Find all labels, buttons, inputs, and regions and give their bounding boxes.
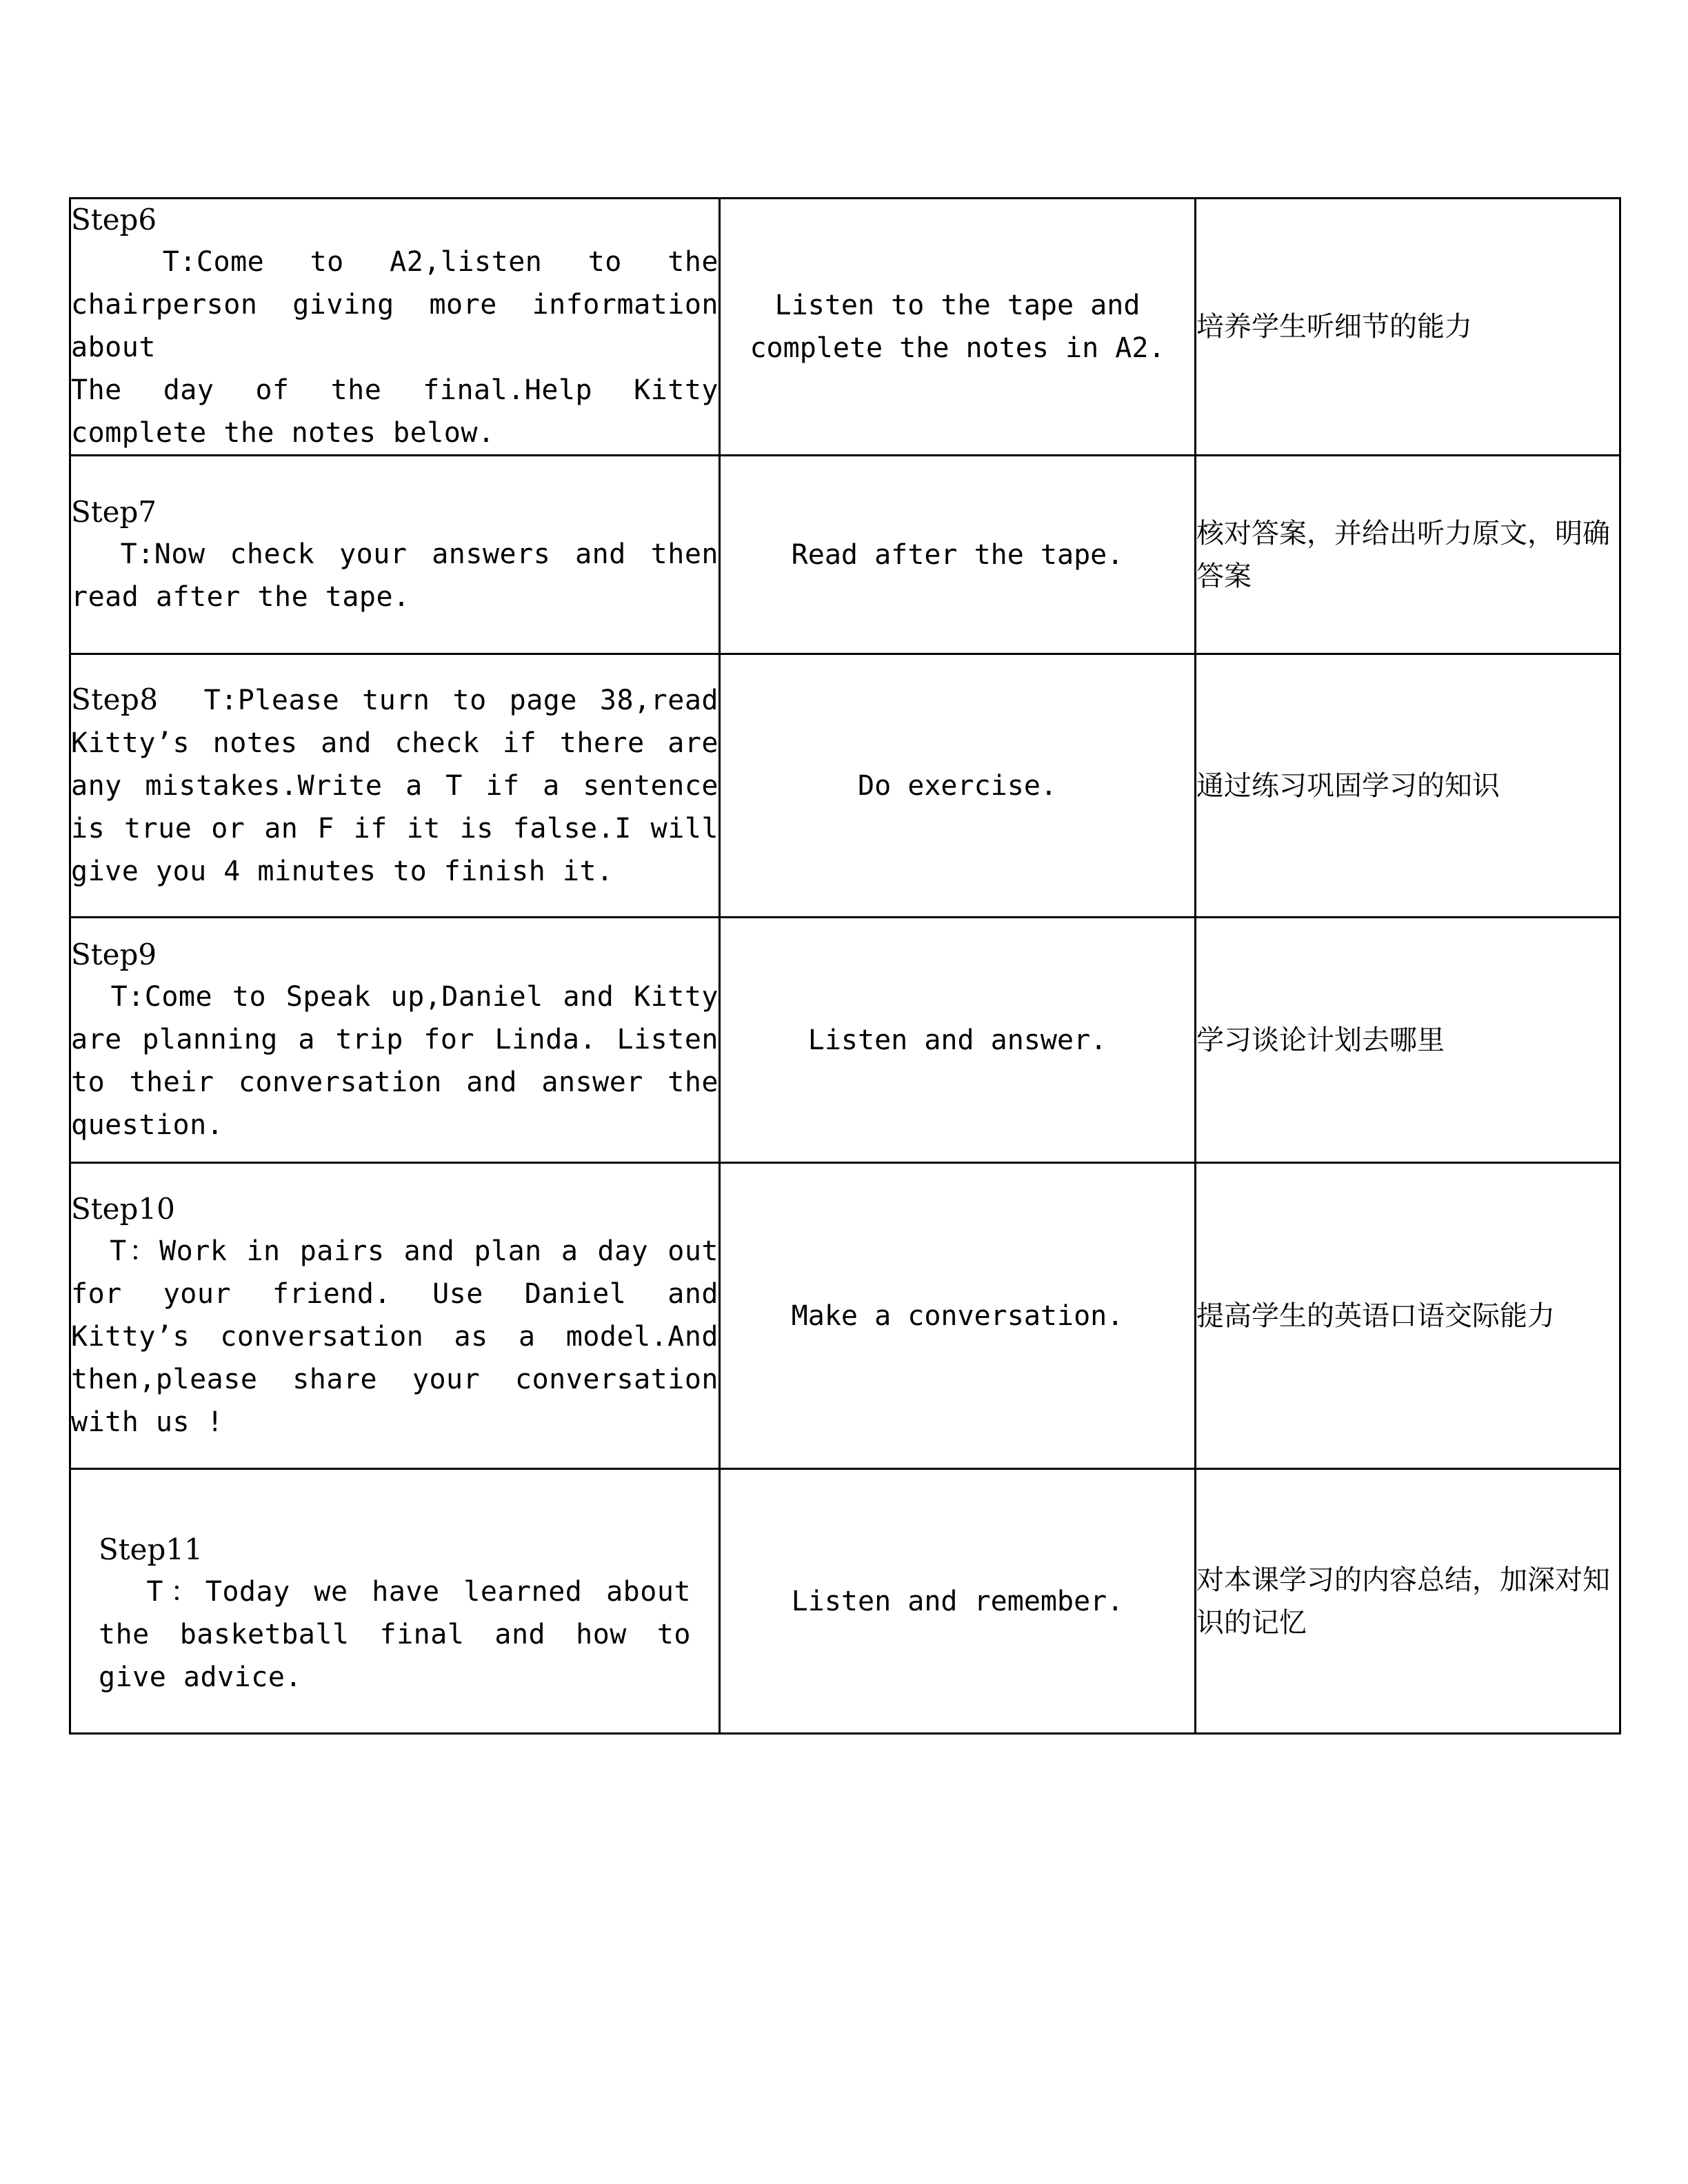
teacher-activity-text: T:Now check your answers and then read after the tape. — [71, 538, 736, 613]
step-label: Step6 — [71, 203, 157, 236]
table-row — [70, 918, 1620, 1163]
purpose-cell: 通过练习巩固学习的知识 — [1196, 654, 1620, 918]
student-activity-cell: Listen and remember. — [720, 1469, 1196, 1734]
purpose-cell: 提高学生的英语口语交际能力 — [1196, 1163, 1620, 1469]
table-row — [70, 1163, 1620, 1469]
step-label: Step7 — [71, 494, 157, 529]
teacher-activity-cell — [70, 654, 736, 918]
student-activity-cell: Listen to the tape and complete the notes in A2. — [720, 199, 1196, 456]
step-label: Step10 — [71, 1191, 175, 1226]
step-label: Step11 — [99, 1532, 203, 1566]
purpose-cell: 核对答案，并给出听力原文，明确答案 — [1196, 456, 1620, 654]
teacher-activity-cell — [70, 1469, 720, 1734]
student-activity-cell: Read after the tape. — [720, 456, 1196, 654]
teacher-activity-text: T：Today we have learned about the basketball final and how to give advice. — [99, 1575, 708, 1693]
purpose-cell: 学习谈论计划去哪里 — [1196, 918, 1620, 1163]
teacher-activity-text: T:Come to A2,listen to the chairperson giving more information about The day of the final.Help Kitty complete the notes below. — [71, 246, 719, 449]
teacher-activity-body: T:Please turn to page 38,read Kitty’s notes and check if there are any mistakes.Write a T if a sentence is true or an F if it is false.I will give you 4 minutes to finish it. — [71, 684, 736, 887]
step-label: Step8 — [71, 682, 159, 716]
lesson-plan-table — [69, 197, 1621, 1735]
student-activity-cell: Do exercise. — [720, 654, 1196, 918]
teacher-activity-cell — [70, 918, 736, 1163]
student-activity-cell: Listen and answer. — [720, 918, 1196, 1163]
table-row — [70, 456, 1620, 654]
teacher-activity-cell — [70, 456, 736, 654]
teacher-activity-text: T：Work in pairs and plan a day out for your friend. Use Daniel and Kitty’s conversation as a model.And then,please share your conversation with us ! — [71, 1235, 736, 1438]
teacher-activity-text — [71, 679, 736, 893]
table-row — [70, 199, 1620, 456]
student-activity-cell: Make a conversation. — [720, 1163, 1196, 1469]
table-row — [70, 654, 1620, 918]
purpose-cell: 培养学生听细节的能力 — [1196, 199, 1620, 456]
teacher-activity-text: T:Come to Speak up,Daniel and Kitty are planning a trip for Linda. Listen to their conversation and answer the question. — [71, 980, 736, 1141]
teacher-activity-cell — [70, 199, 720, 456]
table-row — [70, 1469, 1620, 1734]
step-label: Step9 — [71, 937, 157, 971]
purpose-cell: 对本课学习的内容总结，加深对知识的记忆 — [1196, 1469, 1620, 1734]
teacher-activity-cell — [70, 1163, 736, 1469]
